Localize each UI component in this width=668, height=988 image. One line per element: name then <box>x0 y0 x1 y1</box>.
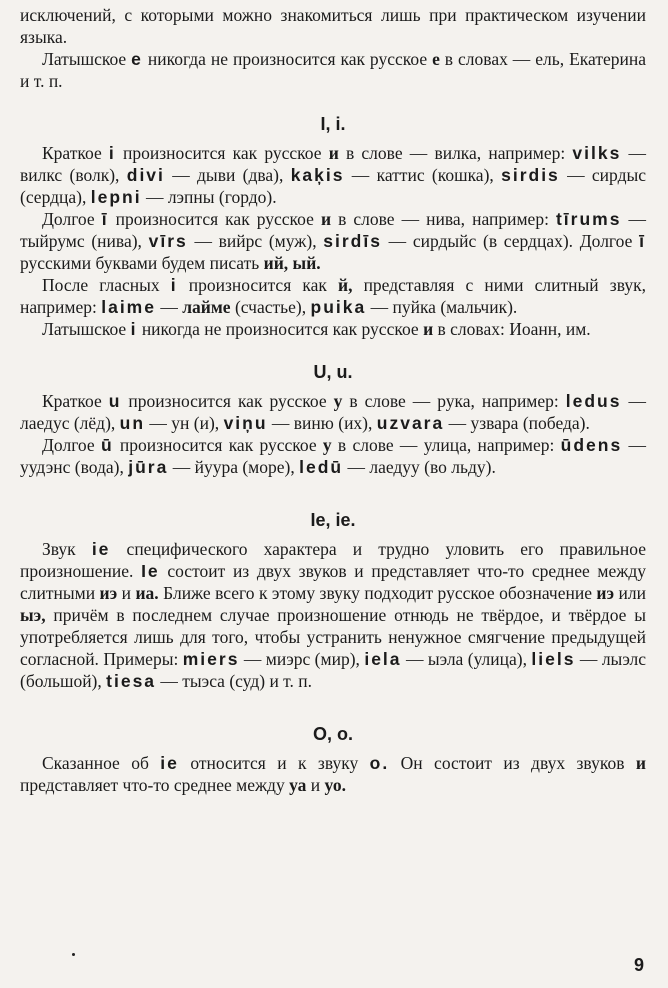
text: — уудэнс (вода), <box>20 435 646 477</box>
text: Звук <box>42 539 92 559</box>
latvian-word: tīrums <box>555 209 622 229</box>
bold-text: лайме <box>182 297 231 317</box>
latvian-word: viņu <box>223 413 268 433</box>
latvian-word: sirdīs <box>323 231 382 251</box>
text: в слове — вилка, например: <box>338 143 573 163</box>
latvian-word: un <box>119 413 146 433</box>
latvian-word: ledū <box>299 457 344 477</box>
text: — виню (их), <box>267 413 377 433</box>
latvian-letter: o. <box>369 753 390 773</box>
bold-text: уа <box>289 775 307 795</box>
text: произносится как русское <box>115 143 329 163</box>
text: — вийрс (муж), <box>187 231 324 251</box>
latvian-letter: ie <box>91 539 111 559</box>
section-heading-ie: Ie, ie. <box>310 510 356 530</box>
text: представляя с ними слитный звук, например: <box>20 275 646 317</box>
text: состоит из двух звуков и представляет что-то среднее между слитными <box>20 561 646 603</box>
paragraph-short-u <box>20 390 646 434</box>
latvian-word: uzvara <box>376 413 445 433</box>
paragraph-ie <box>20 538 646 692</box>
text: и <box>306 775 325 795</box>
latvian-letter: i <box>108 143 116 163</box>
latvian-letter: Ie <box>141 561 160 581</box>
text: Долгое <box>42 209 102 229</box>
text: исключений, с которыми можно знакомиться лишь при практическом изучении языка. <box>20 5 646 47</box>
text: или <box>614 583 646 603</box>
paragraph-i-after-vowels <box>20 274 646 318</box>
text: в словах: Иоанн, им. <box>433 319 591 339</box>
latvian-letter: e <box>131 49 143 69</box>
latvian-word: vīrs <box>148 231 188 251</box>
text: причём в последнем случае произношение отнюдь не твёрдое, и твёрдое ы употребляется лишь для того, чтобы устранить ненужное смягчение предыдущей согласной. Примеры: <box>20 605 646 669</box>
latvian-letter: ī <box>639 231 646 251</box>
text: Долгое <box>42 435 101 455</box>
text: относится и к звуку <box>178 753 370 773</box>
russian-letter: у <box>333 391 343 411</box>
paragraph-long-i <box>20 208 646 274</box>
text: — каттис (кошка), <box>344 165 502 185</box>
text: никогда не произносится как русское <box>137 319 424 339</box>
russian-letter: и <box>328 143 339 163</box>
text: произносится как <box>177 275 338 295</box>
bold-text: иэ <box>99 583 118 603</box>
paragraph-latvian-i <box>20 318 646 340</box>
text: в словах — ель, Екатерина и т. п. <box>20 49 646 91</box>
text: — миэрс (мир), <box>239 649 365 669</box>
latvian-word: miers <box>182 649 240 669</box>
text: — дыви (два), <box>164 165 291 185</box>
text: — тыйрумс (нива), <box>20 209 647 251</box>
latvian-word: sirdis <box>501 165 560 185</box>
text: — сирдыс (сердца), <box>20 165 647 207</box>
bold-text: иа. <box>135 583 159 603</box>
text: — тыэса (суд) и т. п. <box>156 671 313 691</box>
latvian-letter: ī <box>101 209 109 229</box>
text: Краткое <box>42 143 109 163</box>
text: Латышское <box>42 319 131 339</box>
text: представляет что-то среднее между <box>20 775 290 795</box>
latvian-word: tiesa <box>106 671 157 691</box>
latvian-word: liels <box>531 649 576 669</box>
text: — <box>155 297 183 317</box>
latvian-word: iela <box>364 649 402 669</box>
text: После гласных <box>42 275 171 295</box>
text: русскими буквами будем писать <box>20 253 264 273</box>
latvian-word: ūdens <box>560 435 623 455</box>
page-number: 9 <box>633 955 644 975</box>
russian-letter: и <box>320 209 332 229</box>
text: Краткое <box>42 391 109 411</box>
print-speck <box>72 953 75 956</box>
bold-text: й, <box>337 275 353 295</box>
text: — лаедус (лёд), <box>20 391 646 433</box>
russian-letter: е <box>432 49 440 69</box>
latvian-letter: i <box>130 319 138 339</box>
text: — лаедуу (во льду). <box>343 457 496 477</box>
text: — сирдыйс (в сердцах). Долгое <box>381 231 640 251</box>
russian-letter: у <box>322 435 332 455</box>
text: в слове — рука, например: <box>342 391 566 411</box>
text: произносится как русское <box>121 391 334 411</box>
section-heading-u: U, u. <box>313 362 353 382</box>
text: в слове — улица, например: <box>331 435 561 455</box>
text: — лэпны (гордо). <box>141 187 277 207</box>
text: — йуура (море), <box>168 457 300 477</box>
text: Он состоит из двух звуков <box>389 753 636 773</box>
paragraph-short-i <box>20 142 646 208</box>
text: — ун (и), <box>145 413 224 433</box>
latvian-word: lepni <box>90 187 142 207</box>
bold-text: уо. <box>324 775 346 795</box>
latvian-letter: i <box>170 275 178 295</box>
text: Ближе всего к этому звуку подходит русское обозначение <box>158 583 597 603</box>
paragraph-long-u <box>20 434 646 478</box>
latvian-letter: ū <box>100 435 114 455</box>
paragraph-o <box>20 752 646 796</box>
text: произносится как русское <box>113 435 323 455</box>
section-heading-o: O, o. <box>313 724 353 744</box>
text: — лыэлс (большой), <box>20 649 647 691</box>
latvian-word: ledus <box>565 391 622 411</box>
text: — пуйка (мальчик). <box>366 297 518 317</box>
russian-letter: и <box>423 319 434 339</box>
paragraph-intro-continued <box>20 4 646 48</box>
text: произносится как русское <box>108 209 321 229</box>
latvian-word: puika <box>310 297 367 317</box>
latvian-letter: u <box>108 391 122 411</box>
text: в слове — нива, например: <box>331 209 556 229</box>
bold-text: ыэ, <box>20 605 46 625</box>
text: — вилкс (волк), <box>20 143 647 185</box>
text: никогда не произносится как русское <box>142 49 433 69</box>
text: и <box>117 583 136 603</box>
bold-text: иэ <box>596 583 615 603</box>
text: (счастье), <box>230 297 311 317</box>
latvian-word: vilks <box>572 143 622 163</box>
text: Латышское <box>42 49 132 69</box>
text: специфического характера и трудно уловить его правильное произношение. <box>20 539 646 581</box>
latvian-word: divi <box>126 165 165 185</box>
text: Сказанное об <box>42 753 161 773</box>
paragraph-latvian-e <box>20 48 646 92</box>
latvian-word: laime <box>101 297 156 317</box>
text: — узвара (победа). <box>444 413 590 433</box>
latvian-word: kaķis <box>290 165 345 185</box>
latvian-word: jūra <box>128 457 169 477</box>
text: — ыэла (улица), <box>401 649 532 669</box>
bold-text: и <box>635 753 646 773</box>
latvian-letter: ie <box>160 753 179 773</box>
bold-text: ий, ый. <box>263 253 321 273</box>
section-heading-i: I, i. <box>320 114 346 134</box>
